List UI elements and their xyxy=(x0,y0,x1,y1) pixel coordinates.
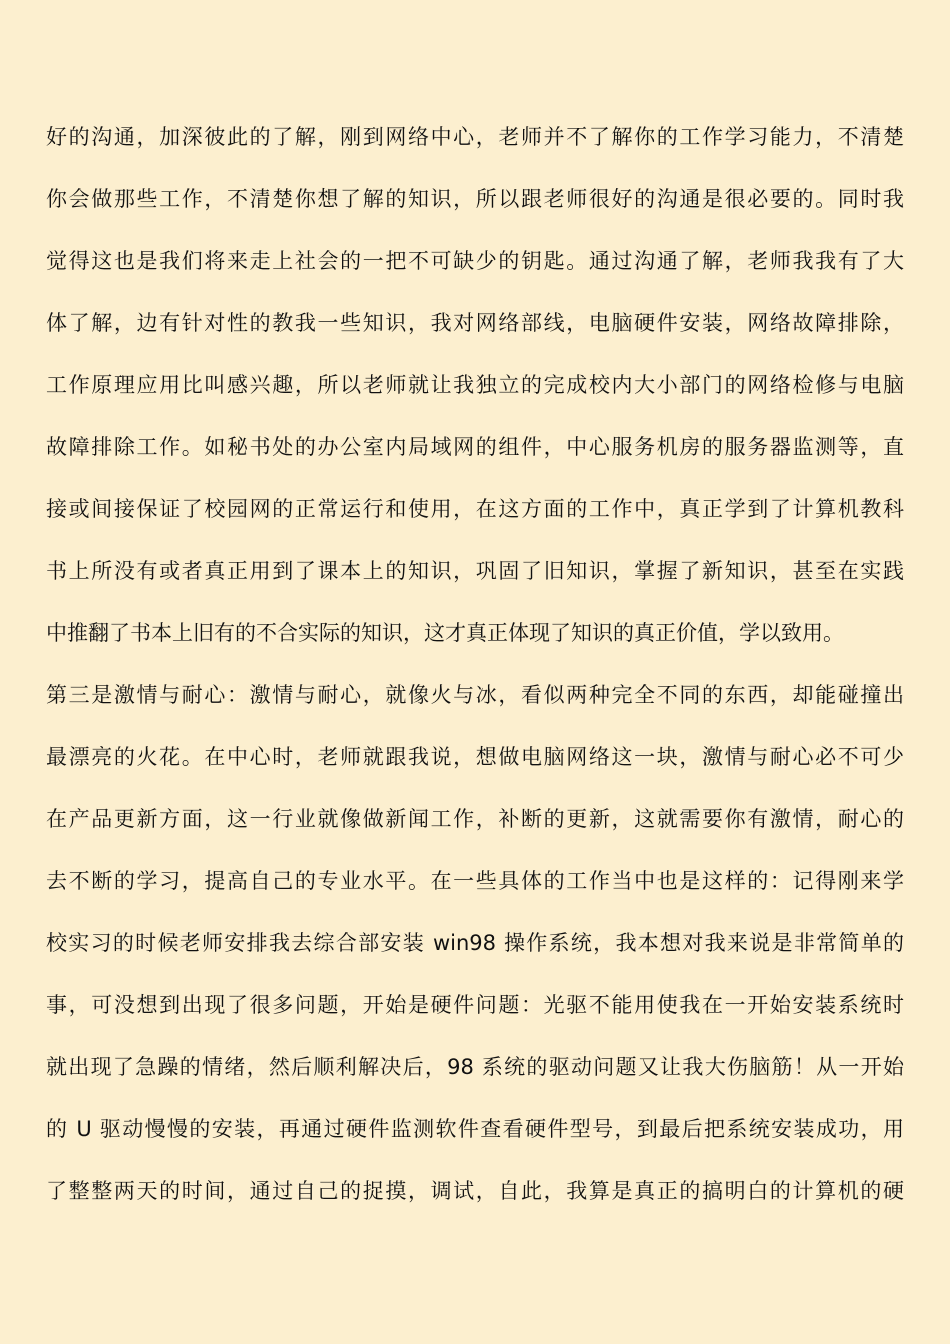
text-line: 书上所没有或者真正用到了课本上的知识，巩固了旧知识，掌握了新知识，甚至在实践 xyxy=(46,559,904,583)
text-line: 事，可没想到出现了很多问题，开始是硬件问题：光驱不能用使我在一开始安装系统时 xyxy=(46,993,904,1017)
text-line: 去不断的学习，提高自己的专业水平。在一些具体的工作当中也是这样的：记得刚来学 xyxy=(46,869,904,893)
text-line: 体了解，边有针对性的教我一些知识，我对网络部线，电脑硬件安装，网络故障排除， xyxy=(46,311,904,335)
text-line: 的 U 驱动慢慢的安装，再通过硬件监测软件查看硬件型号，到最后把系统安装成功，用 xyxy=(46,1117,904,1141)
text-line: 故障排除工作。如秘书处的办公室内局域网的组件，中心服务机房的服务器监测等，直 xyxy=(46,435,904,459)
text-line: 接或间接保证了校园网的正常运行和使用，在这方面的工作中，真正学到了计算机教科 xyxy=(46,497,904,521)
text-line: 工作原理应用比叫感兴趣，所以老师就让我独立的完成校内大小部门的网络检修与电脑 xyxy=(46,373,904,397)
text-line: 好的沟通，加深彼此的了解，刚到网络中心，老师并不了解你的工作学习能力，不清楚 xyxy=(46,125,904,149)
text-line: 在产品更新方面，这一行业就像做新闻工作，补断的更新，这就需要你有激情，耐心的 xyxy=(46,807,904,831)
text-line: 就出现了急躁的情绪，然后顺利解决后，98 系统的驱动问题又让我大伤脑筋！从一开始 xyxy=(46,1055,904,1079)
body-text xyxy=(46,115,904,1231)
text-line: 校实习的时候老师安排我去综合部安装 win98 操作系统，我本想对我来说是非常简单的 xyxy=(46,931,904,955)
text-line: 第三是激情与耐心：激情与耐心，就像火与冰，看似两种完全不同的东西，却能碰撞出 xyxy=(46,683,904,707)
text-line: 最漂亮的火花。在中心时，老师就跟我说，想做电脑网络这一块，激情与耐心必不可少 xyxy=(46,745,904,769)
text-line: 觉得这也是我们将来走上社会的一把不可缺少的钥匙。通过沟通了解，老师我我有了大 xyxy=(46,249,904,273)
text-line: 中推翻了书本上旧有的不合实际的知识，这才真正体现了知识的真正价值，学以致用。 xyxy=(46,621,844,645)
text-line: 你会做那些工作，不清楚你想了解的知识，所以跟老师很好的沟通是很必要的。同时我 xyxy=(46,187,904,211)
text-line: 了整整两天的时间，通过自己的捉摸，调试，自此，我算是真正的搞明白的计算机的硬 xyxy=(46,1179,904,1203)
